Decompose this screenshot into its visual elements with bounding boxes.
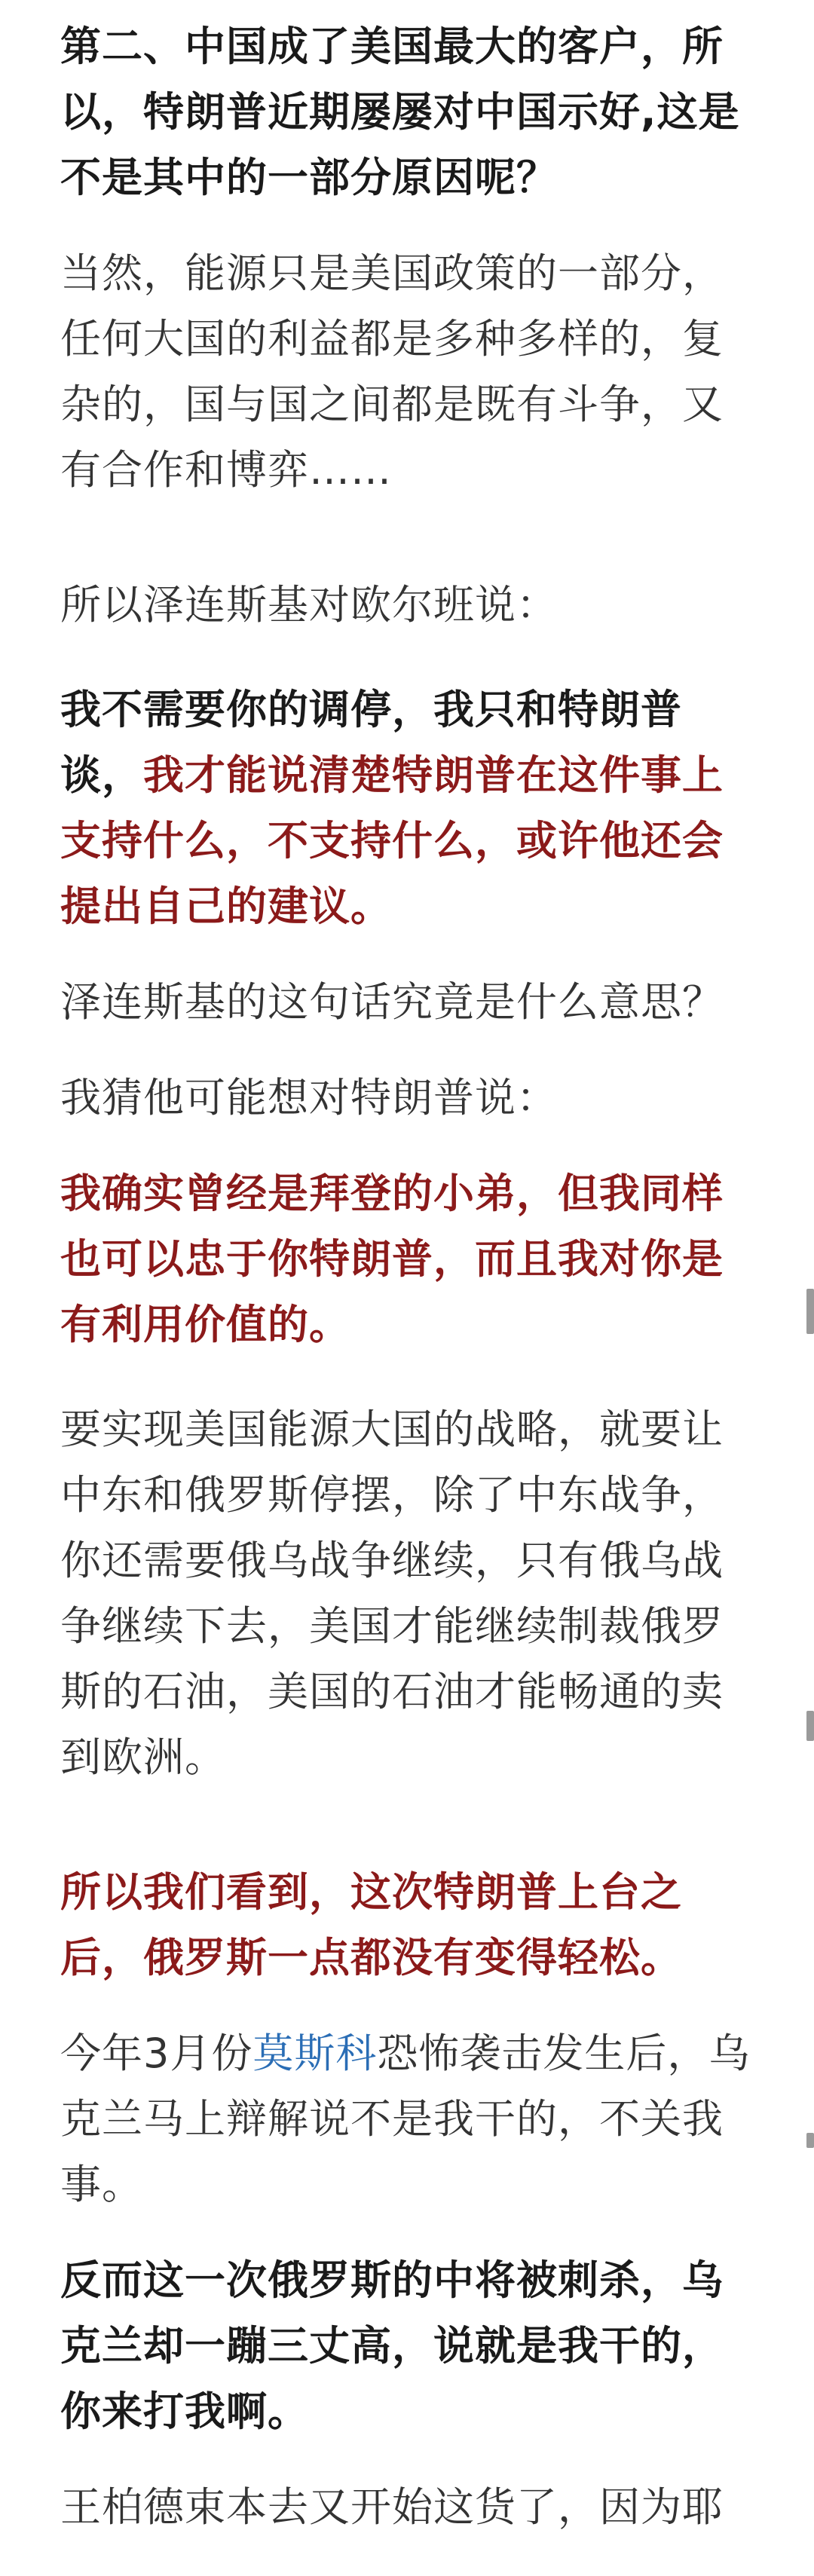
moscow-link[interactable]: 莫斯科 xyxy=(252,2030,378,2077)
paragraph-energy-policy: 当然，能源只是美国政策的一部分，任何大国的利益都是多种多样的，复杂的，国与国之间都是既有斗争，又有合作和博弈…… xyxy=(60,249,724,494)
moscow-text-before: 今年3月份 xyxy=(60,2030,253,2077)
paragraph-zelensky-to-orban: 所以泽连斯基对欧尔班说： xyxy=(60,581,558,629)
article-body xyxy=(60,14,761,2540)
quote-part-red: 我才能说清楚特朗普在这件事上支持什么，不支持什么，或许他还会提出自己的建议。 xyxy=(60,751,724,930)
paragraph-meaning-question: 泽连斯基的这句话究竟是什么意思？ xyxy=(60,978,724,1026)
paragraph-question: 第二、中国成了美国最大的客户，所以，特朗普近期屡屡对中国示好,这是不是其中的一部分原因呢？ xyxy=(60,23,740,201)
scroll-indicator xyxy=(806,1289,814,1334)
scroll-indicator xyxy=(806,1711,814,1741)
paragraph-quote-loyalty: 我确实曾经是拜登的小弟，但我同样也可以忠于你特朗普，而且我对你是有利用价值的。 xyxy=(60,1170,724,1348)
moscow-text-after: 恐怖袭击发生后，乌克兰马上辩解说不是我干的，不关我事。 xyxy=(60,2030,751,2208)
paragraph-guess: 我猜他可能想对特朗普说： xyxy=(60,1074,558,1121)
paragraph-general-assassination: 反而这一次俄罗斯的中将被刺杀，乌克兰却一蹦三丈高，说就是我干的，你来打我啊。 xyxy=(60,2256,724,2435)
paragraph-energy-strategy: 要实现美国能源大国的战略，就要让中东和俄罗斯停摆，除了中东战争，你还需要俄乌战争继续，只有俄乌战争继续下去，美国才能继续制裁俄罗斯的石油，美国的石油才能畅通的卖到欧洲。 xyxy=(60,1406,724,1781)
quote-part-black: 我不需要你的调停，我只和特朗普谈， xyxy=(60,686,682,799)
paragraph-quote-zelensky xyxy=(60,677,761,939)
paragraph-russia-not-relaxed: 所以我们看到，这次特朗普上台之后，俄罗斯一点都没有变得轻松。 xyxy=(60,1868,682,1981)
paragraph-cutoff: 王柏德束本去又开始这货了，因为耶 xyxy=(60,2483,724,2531)
paragraph-moscow-attack xyxy=(60,2021,761,2217)
scroll-indicator xyxy=(806,2133,814,2148)
